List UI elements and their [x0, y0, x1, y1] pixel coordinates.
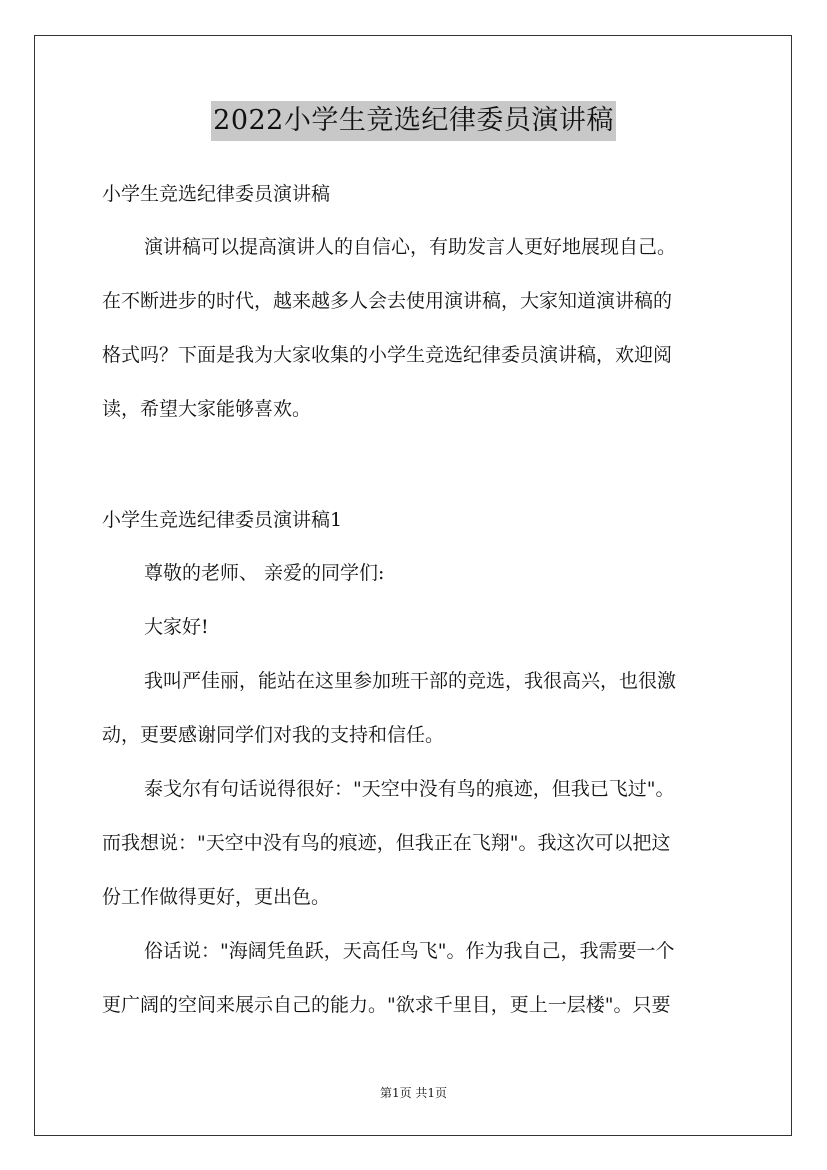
speech-line-6: 而我想说："天空中没有鸟的痕迹，但我正在飞翔"。我这次可以把这 — [102, 832, 671, 854]
speech-line-8: 俗话说："海阔凭鱼跃，天高任鸟飞"。作为我自己，我需要一个 — [144, 940, 675, 962]
speech-line-5: 泰戈尔有句话说得很好："天空中没有鸟的痕迹，但我已飞过"。 — [144, 778, 675, 800]
speech-greeting: 尊敬的老师、 亲爱的同学们: — [144, 562, 385, 584]
intro-line-2: 在不断进步的时代，越来越多人会去使用演讲稿，大家知道演讲稿的 — [102, 290, 673, 312]
intro-line-1: 演讲稿可以提高演讲人的自信心，有助发言人更好地展现自己。 — [144, 236, 677, 258]
subtitle: 小学生竞选纪律委员演讲稿 — [102, 183, 331, 205]
speech-line-4: 动，更要感谢同学们对我的支持和信任。 — [102, 724, 445, 746]
document-title: 2022小学生竞选纪律委员演讲稿 — [211, 101, 616, 141]
intro-line-3: 格式吗？下面是我为大家收集的小学生竞选纪律委员演讲稿，欢迎阅 — [102, 344, 673, 366]
speech-hello: 大家好! — [144, 616, 209, 638]
intro-line-4: 读，希望大家能够喜欢。 — [102, 398, 312, 420]
speech-line-9: 更广阔的空间来展示自己的能力。"欲求千里目，更上一层楼"。只要 — [102, 994, 671, 1016]
title-container — [0, 101, 827, 141]
section-heading: 小学生竞选纪律委员演讲稿1 — [102, 509, 343, 531]
page-footer: 第1页 共1页 — [379, 1086, 448, 1100]
speech-line-7: 份工作做得更好，更出色。 — [102, 886, 331, 908]
speech-line-3: 我叫严佳丽，能站在这里参加班干部的竞选，我很高兴，也很激 — [144, 670, 677, 692]
